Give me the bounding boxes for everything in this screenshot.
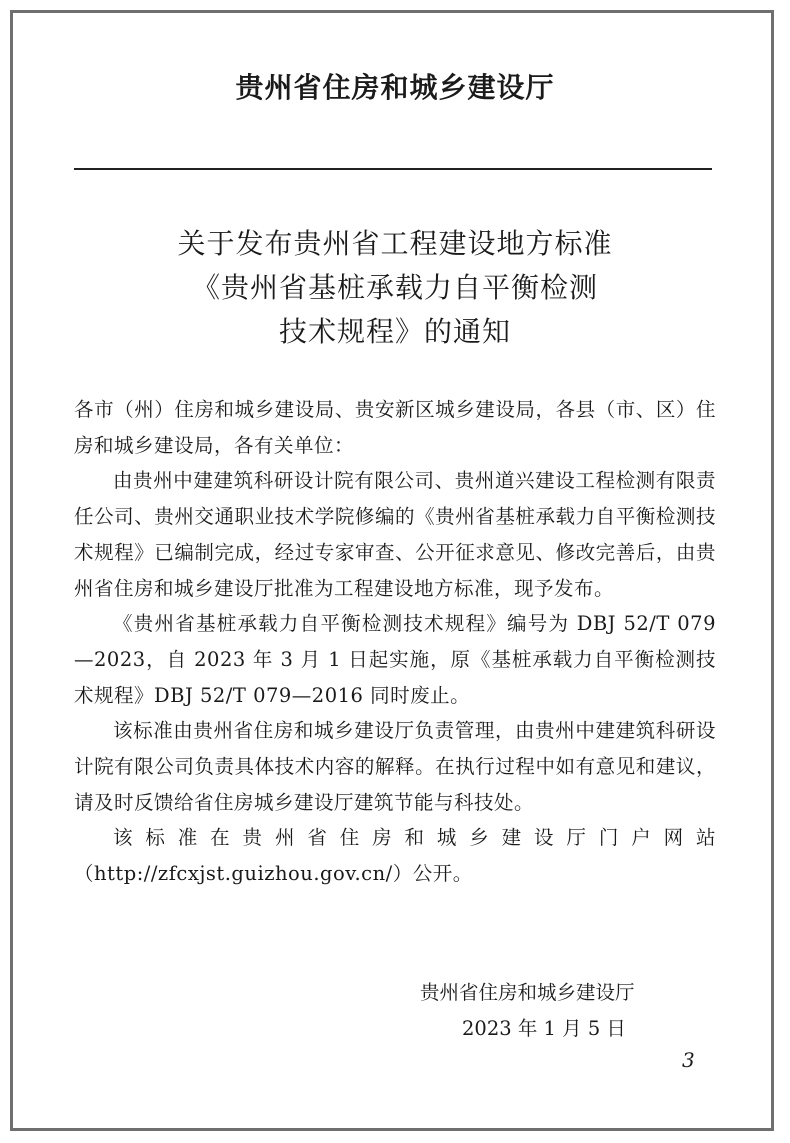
- notice-title-line: 《贵州省基桩承载力自平衡检测: [191, 271, 598, 304]
- body-paragraph: 《贵州省基桩承载力自平衡检测技术规程》编号为 DBJ 52/T 079—2023，自 2023 年 3 月 1 日起实施，原《基桩承载力自平衡检测技术规程》DBJ 52/T 079—2016 同时废止。: [74, 612, 716, 707]
- notice-title-line: 关于发布贵州省工程建设地方标准: [177, 227, 613, 260]
- notice-body: [74, 392, 716, 892]
- notice-title: [0, 222, 790, 354]
- body-paragraph: 由贵州中建建筑科研设计院有限公司、贵州道兴建设工程检测有限责任公司、贵州交通职业技术学院修编的《贵州省基桩承载力自平衡检测技术规程》已编制完成，经过专家审查、公开征求意见、修改完善后，由贵州省住房和城乡建设厅批准为工程建设地方标准，现予发布。: [74, 469, 716, 600]
- body-paragraph: 该标准由贵州省住房和城乡建设厅负责管理，由贵州中建建筑科研设计院有限公司负责具体技术内容的解释。在执行过程中如有意见和建议，请及时反馈给省住房城乡建设厅建筑节能与科技处。: [74, 719, 716, 814]
- issuer-header: 贵州省住房和城乡建设厅: [235, 71, 555, 104]
- signature-date: 2023 年 1 月 5 日: [462, 1017, 626, 1040]
- page-number: 3: [682, 1048, 695, 1072]
- notice-title-line: 技术规程》的通知: [278, 315, 511, 348]
- header-divider: [74, 168, 712, 170]
- signature-org: 贵州省住房和城乡建设厅: [420, 981, 635, 1004]
- signature-block: [420, 975, 720, 1047]
- body-paragraph: 该标准在贵州省住房和城乡建设厅门户网站（http://zfcxjst.guizhou.gov.cn/）公开。: [74, 826, 716, 886]
- salutation: 各市（州）住房和城乡建设局、贵安新区城乡建设局，各县（市、区）住房和城乡建设局，各有关单位：: [74, 398, 716, 457]
